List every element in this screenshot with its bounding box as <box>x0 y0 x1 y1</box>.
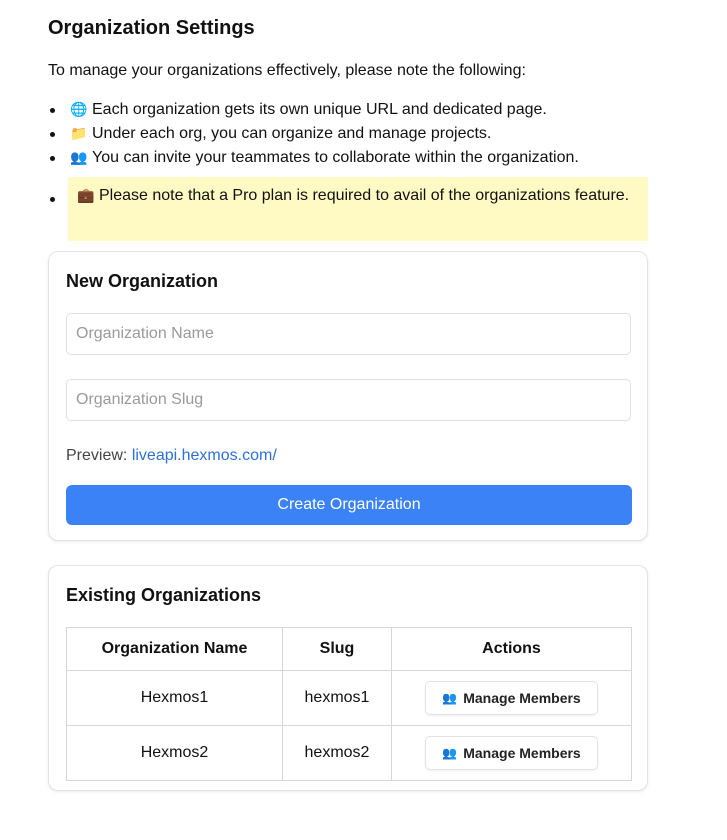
list-item-text: Under each org, you can organize and manage projects. <box>92 125 492 142</box>
intro-text: To manage your organizations effectively, please note the following: <box>48 62 526 79</box>
new-organization-title: New Organization <box>66 271 219 291</box>
organization-name-input[interactable] <box>66 313 631 355</box>
page-title: Organization Settings <box>48 17 255 39</box>
new-organization-card <box>48 251 648 541</box>
manage-members-label: Manage Members <box>463 690 581 706</box>
people-icon: 👥 <box>70 150 88 166</box>
org-slug-cell: hexmos1 <box>283 671 392 726</box>
existing-organizations-title: Existing Organizations <box>66 585 262 605</box>
preview-link[interactable]: liveapi.hexmos.com/ <box>131 447 277 464</box>
preview-label: Preview: <box>66 447 128 464</box>
table-header-row <box>67 628 632 671</box>
create-organization-button[interactable]: Create Organization <box>66 485 632 525</box>
organization-slug-input[interactable] <box>66 379 631 421</box>
org-slug-cell: hexmos2 <box>283 726 392 781</box>
list-item-text: You can invite your teammates to collaborate within the organization. <box>92 149 579 166</box>
folder-icon: 📁 <box>70 126 88 142</box>
manage-members-label: Manage Members <box>463 745 581 761</box>
manage-members-button[interactable] <box>425 681 597 715</box>
globe-icon: 🌐 <box>70 102 88 118</box>
pro-plan-note <box>48 180 648 244</box>
list-item-text: Each organization gets its own unique URL and dedicated page. <box>92 101 547 118</box>
people-icon: 👥 <box>442 691 458 705</box>
list-item <box>48 146 648 170</box>
org-actions-cell <box>392 726 632 781</box>
note-highlight <box>68 177 648 241</box>
list-item <box>48 98 648 122</box>
manage-members-button[interactable] <box>425 736 597 770</box>
column-header-actions: Actions <box>392 628 632 671</box>
org-actions-cell <box>392 671 632 726</box>
existing-organizations-card <box>48 565 648 791</box>
table-row <box>67 671 632 726</box>
briefcase-icon: 💼 <box>77 188 95 204</box>
column-header-name: Organization Name <box>67 628 283 671</box>
column-header-slug: Slug <box>283 628 392 671</box>
note-text: Please note that a Pro plan is required to avail of the organizations feature. <box>99 187 630 204</box>
org-name-cell: Hexmos2 <box>67 726 283 781</box>
url-preview <box>66 447 277 465</box>
people-icon: 👥 <box>442 746 458 760</box>
list-item <box>48 122 648 146</box>
org-name-cell: Hexmos1 <box>67 671 283 726</box>
table-row <box>67 726 632 781</box>
info-list <box>48 98 648 244</box>
organizations-table <box>66 627 632 781</box>
